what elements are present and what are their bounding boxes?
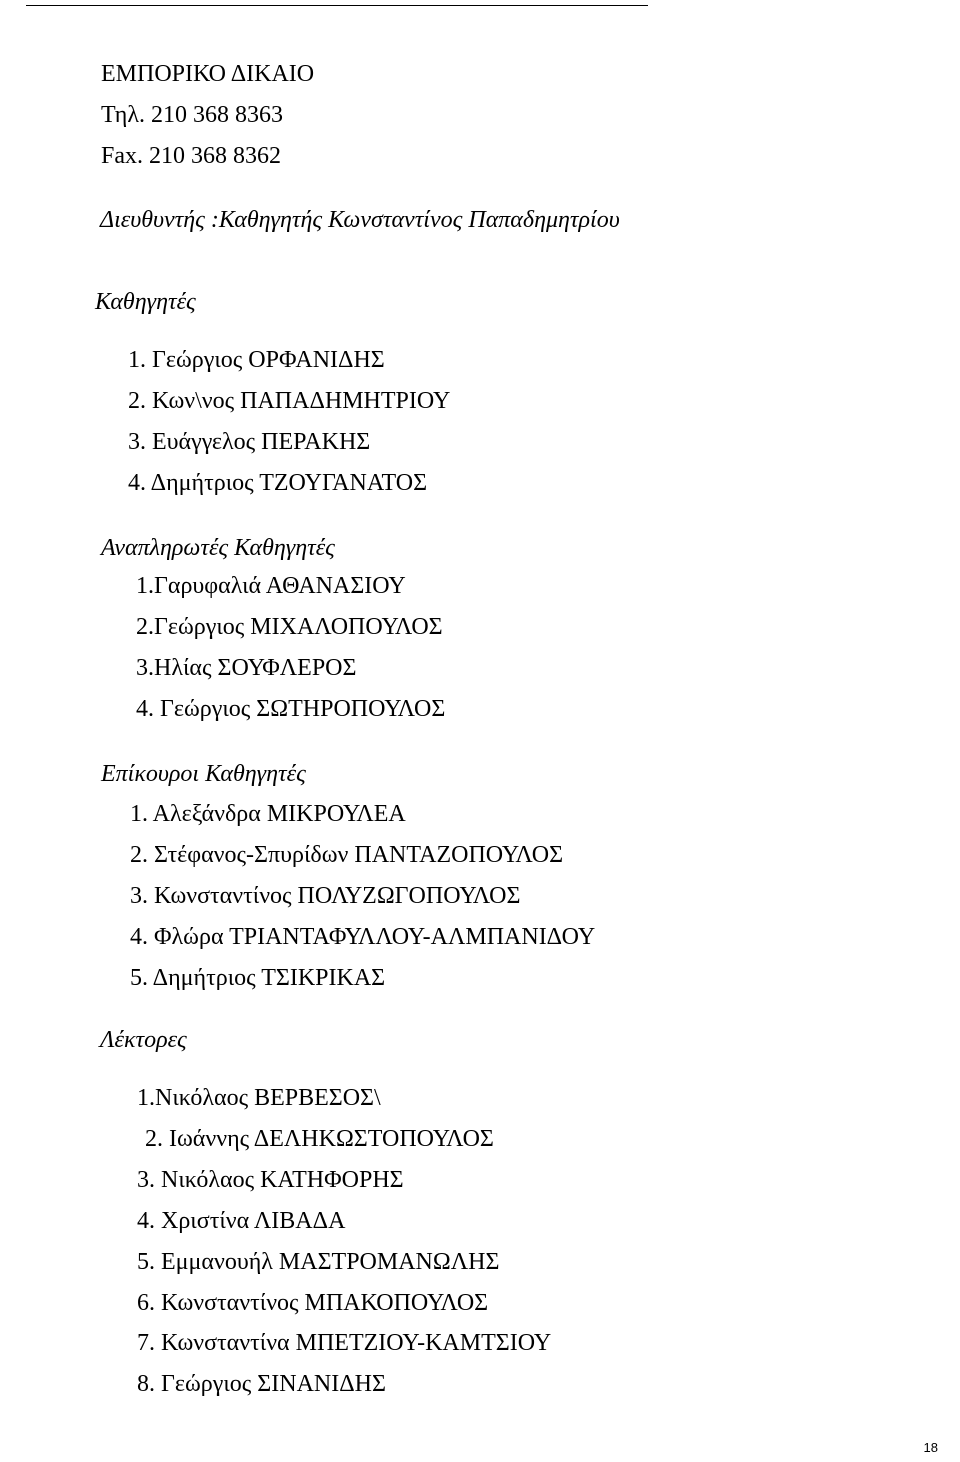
- list-item: 1.Γαρυφαλιά ΑΘΑΝΑΣΙΟΥ: [136, 573, 406, 599]
- list-item: 1. Αλεξάνδρα ΜΙΚΡΟΥΛΕΑ: [130, 801, 406, 827]
- fax-number: Fax. 210 368 8362: [101, 143, 281, 169]
- department-title: ΕΜΠΟΡΙΚΟ ΔΙΚΑΙΟ: [101, 61, 315, 87]
- list-item: 5. Εμμανουήλ ΜΑΣΤΡΟΜΑΝΩΛΗΣ: [137, 1249, 500, 1275]
- list-item: 2. Ιωάννης ΔΕΛΗΚΩΣΤΟΠΟΥΛΟΣ: [145, 1126, 494, 1152]
- phone-number: Τηλ. 210 368 8363: [101, 102, 283, 128]
- assistant-professors-heading: Επίκουροι Καθηγητές: [101, 761, 306, 787]
- list-item: 5. Δημήτριος ΤΣΙΚΡΙΚΑΣ: [130, 965, 386, 991]
- list-item: 4. Γεώργιος ΣΩΤΗΡΟΠΟΥΛΟΣ: [136, 696, 446, 722]
- list-item: 8. Γεώργιος ΣΙΝΑΝΙΔΗΣ: [137, 1371, 386, 1397]
- list-item: 4. Φλώρα ΤΡΙΑΝΤΑΦΥΛΛΟΥ-ΑΛΜΠΑΝΙΔΟΥ: [130, 924, 596, 950]
- top-rule: [26, 5, 648, 6]
- director-line: Διευθυντής :Καθηγητής Κωνσταντίνος Παπαδημητρίου: [100, 207, 620, 233]
- list-item: 1.Νικόλαος ΒΕΡΒΕΣΟΣ\: [137, 1085, 381, 1111]
- list-item: 2. Στέφανος-Σπυρίδων ΠΑΝΤΑΖΟΠΟΥΛΟΣ: [130, 842, 564, 868]
- list-item: 3. Ευάγγελος ΠΕΡΑΚΗΣ: [128, 429, 371, 455]
- list-item: 3. Νικόλαος ΚΑΤΗΦΟΡΗΣ: [137, 1167, 404, 1193]
- lecturers-heading: Λέκτορες: [100, 1027, 187, 1053]
- associate-professors-heading: Αναπληρωτές Καθηγητές: [101, 535, 335, 561]
- page-number: 18: [923, 1440, 938, 1455]
- list-item: 1. Γεώργιος ΟΡΦΑΝΙΔΗΣ: [128, 347, 385, 373]
- list-item: 3.Ηλίας ΣΟΥΦΛΕΡΟΣ: [136, 655, 357, 681]
- list-item: 7. Κωνσταντίνα ΜΠΕΤΖΙΟΥ-ΚΑΜΤΣΙΟΥ: [137, 1330, 552, 1356]
- list-item: 4. Δημήτριος ΤΖΟΥΓΑΝΑΤΟΣ: [128, 470, 428, 496]
- list-item: 2.Γεώργιος ΜΙΧΑΛΟΠΟΥΛΟΣ: [136, 614, 443, 640]
- list-item: 2. Κων\νος ΠΑΠΑΔΗΜΗΤΡΙΟΥ: [128, 388, 451, 414]
- list-item: 6. Κωνσταντίνος ΜΠΑΚΟΠΟΥΛΟΣ: [137, 1290, 489, 1316]
- list-item: 4. Χριστίνα ΛΙΒΑΔΑ: [137, 1208, 346, 1234]
- professors-heading: Καθηγητές: [95, 289, 196, 315]
- list-item: 3. Κωνσταντίνος ΠΟΛΥΖΩΓΟΠΟΥΛΟΣ: [130, 883, 521, 909]
